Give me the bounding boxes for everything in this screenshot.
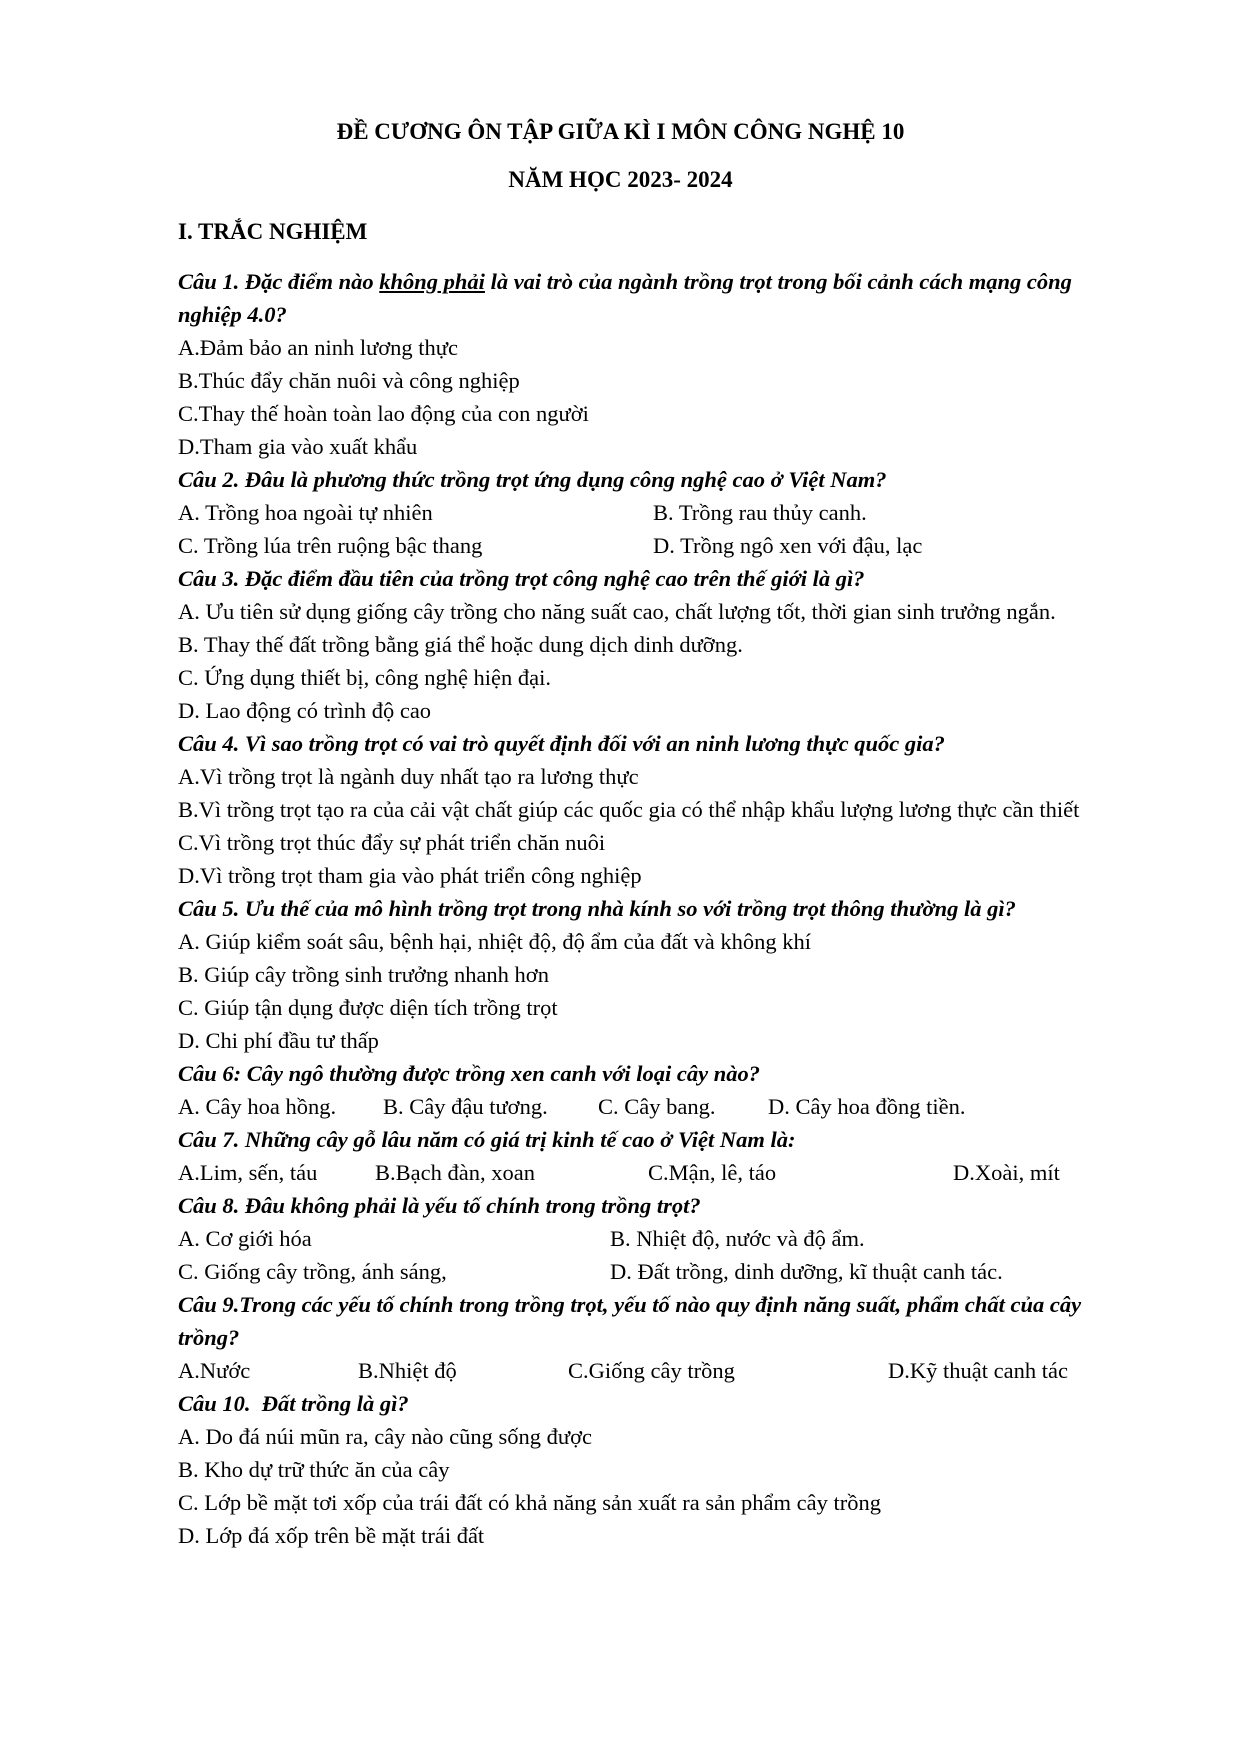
question-3-option-c: C. Ứng dụng thiết bị, công nghệ hiện đại. (178, 665, 552, 690)
question-8-options-row-2 (178, 1255, 1113, 1288)
question-7: Câu 7. Những cây gỗ lâu năm có giá trị kinh tế cao ở Việt Nam là: (178, 1127, 796, 1152)
question-5-option-c: C. Giúp tận dụng được diện tích trồng trọt (178, 995, 558, 1020)
question-list (178, 265, 1113, 1552)
question-9-option-d: D.Kỹ thuật canh tác (888, 1358, 1068, 1383)
question-3-option-a: A. Ưu tiên sử dụng giống cây trồng cho năng suất cao, chất lượng tốt, thời gian sinh trưởng ngắn. (178, 599, 1056, 624)
question-5-option-d: D. Chi phí đầu tư thấp (178, 1028, 379, 1053)
question-6-option-b: B. Cây đậu tương. (383, 1094, 548, 1119)
question-1-text-end: là vai trò của ngành trồng trọt trong bối cảnh cách mạng công nghiệp 4.0? (178, 269, 1072, 327)
question-7-option-d: D.Xoài, mít (953, 1160, 1060, 1185)
question-7-option-b: B.Bạch đàn, xoan (375, 1160, 535, 1185)
question-10-option-b: B. Kho dự trữ thức ăn của cây (178, 1457, 450, 1482)
question-8-option-b: B. Nhiệt độ, nước và độ ẩm. (610, 1226, 865, 1251)
question-5-option-a: A. Giúp kiểm soát sâu, bệnh hại, nhiệt độ, độ ẩm của đất và không khí (178, 929, 811, 954)
question-4: Câu 4. Vì sao trồng trọt có vai trò quyết định đối với an ninh lương thực quốc gia? (178, 731, 945, 756)
section-heading: I. TRẮC NGHIỆM (178, 219, 368, 244)
question-1-option-c: C.Thay thế hoàn toàn lao động của con người (178, 401, 589, 426)
question-6-options-row (178, 1090, 1113, 1123)
question-2-options-row-1 (178, 496, 1113, 529)
question-8-option-d: D. Đất trồng, dinh dưỡng, kĩ thuật canh tác. (610, 1259, 1003, 1284)
question-4-option-c: C.Vì trồng trọt thúc đẩy sự phát triển chăn nuôi (178, 830, 606, 855)
question-8-option-c: C. Giống cây trồng, ánh sáng, (178, 1259, 447, 1284)
question-10-option-a: A. Do đá núi mũn ra, cây nào cũng sống được (178, 1424, 592, 1449)
question-1-option-b: B.Thúc đẩy chăn nuôi và công nghiệp (178, 368, 520, 393)
question-9-option-a: A.Nước (178, 1358, 251, 1383)
question-7-option-c: C.Mận, lê, táo (648, 1160, 777, 1185)
question-6: Câu 6: Cây ngô thường được trồng xen canh với loại cây nào? (178, 1061, 760, 1086)
question-2-option-a: A. Trồng hoa ngoài tự nhiên (178, 500, 433, 525)
question-3-option-b: B. Thay thế đất trồng bằng giá thể hoặc dung dịch dinh dưỡng. (178, 632, 743, 657)
document-title: ĐỀ CƯƠNG ÔN TẬP GIỮA KÌ I MÔN CÔNG NGHỆ 10 (336, 119, 905, 144)
question-2-option-d: D. Trồng ngô xen với đậu, lạc (653, 533, 923, 558)
question-2-options-row-2 (178, 529, 1113, 562)
question-6-option-d: D. Cây hoa đồng tiền. (768, 1094, 966, 1119)
school-year: NĂM HỌC 2023- 2024 (508, 167, 733, 192)
question-3-option-d: D. Lao động có trình độ cao (178, 698, 432, 723)
question-4-option-b: B.Vì trồng trọt tạo ra của cải vật chất giúp các quốc gia có thể nhập khẩu lượng lương thực cần thiết (178, 797, 1080, 822)
question-10: Câu 10. Đất trồng là gì? (178, 1391, 409, 1416)
question-10-option-c: C. Lớp bề mặt tơi xốp của trái đất có khả năng sản xuất ra sản phẩm cây trồng (178, 1490, 881, 1515)
question-7-option-a: A.Lim, sến, táu (178, 1160, 318, 1185)
question-2-option-b: B. Trồng rau thủy canh. (653, 500, 867, 525)
question-1-underlined-text: không phải (379, 269, 485, 294)
question-1-option-d: D.Tham gia vào xuất khẩu (178, 434, 418, 459)
question-4-option-d: D.Vì trồng trọt tham gia vào phát triển công nghiệp (178, 863, 642, 888)
question-4-option-a: A.Vì trồng trọt là ngành duy nhất tạo ra lương thực (178, 764, 639, 789)
question-9-option-c: C.Giống cây trồng (568, 1358, 735, 1383)
question-8-options-row-1 (178, 1222, 1113, 1255)
question-5: Câu 5. Ưu thế của mô hình trồng trọt trong nhà kính so với trồng trọt thông thường là gì? (178, 896, 1016, 921)
question-1-text-start: Câu 1. Đặc điểm nào (178, 269, 380, 294)
question-2: Câu 2. Đâu là phương thức trồng trọt ứng dụng công nghệ cao ở Việt Nam? (178, 467, 887, 492)
question-10-option-d: D. Lớp đá xốp trên bề mặt trái đất (178, 1523, 485, 1548)
question-6-option-c: C. Cây bang. (598, 1094, 716, 1119)
question-1 (178, 265, 1113, 331)
question-2-option-c: C. Trồng lúa trên ruộng bậc thang (178, 533, 483, 558)
question-8: Câu 8. Đâu không phải là yếu tố chính trong trồng trọt? (178, 1193, 701, 1218)
question-6-option-a: A. Cây hoa hồng. (178, 1094, 337, 1119)
question-3: Câu 3. Đặc điểm đầu tiên của trồng trọt công nghệ cao trên thế giới là gì? (178, 566, 865, 591)
question-1-option-a: A.Đảm bảo an ninh lương thực (178, 335, 458, 360)
question-9-options-row (178, 1354, 1113, 1387)
question-5-option-b: B. Giúp cây trồng sinh trưởng nhanh hơn (178, 962, 549, 987)
question-9-option-b: B.Nhiệt độ (358, 1358, 457, 1383)
question-8-option-a: A. Cơ giới hóa (178, 1226, 312, 1251)
question-9: Câu 9.Trong các yếu tố chính trong trồng trọt, yếu tố nào quy định năng suất, phẩm chất của cây trồng? (178, 1292, 1082, 1350)
question-7-options-row (178, 1156, 1113, 1189)
